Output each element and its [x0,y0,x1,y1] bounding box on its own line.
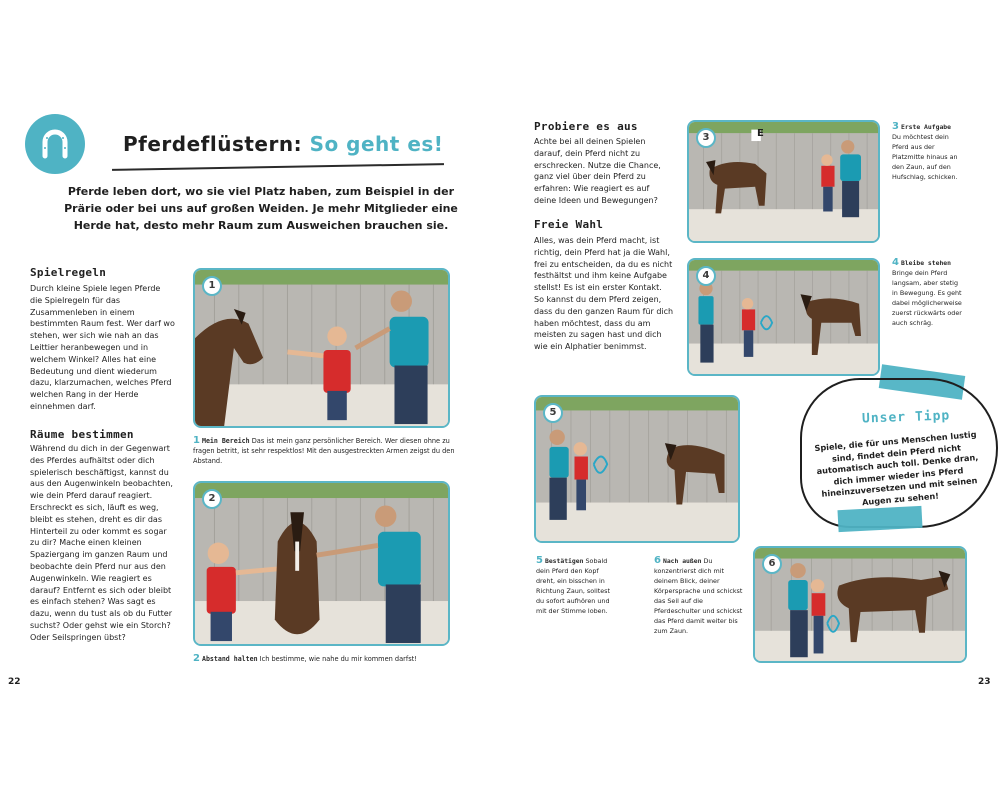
photo-5-number: 5 [543,403,563,423]
photo-6-number: 6 [762,554,782,574]
freie-wahl-text: Alles, was dein Pferd macht, ist richtig, dein Pferd hat ja die Wahl, frei zu entscheiden, da du es nicht festhältst und ihm keine Aufgabe stellst! Es ist ein erster Kontakt. So kannst du dem Pferd zeigen, dass du den ganzen Raum für dich haben möchtest, dass du am meisten zu sagen hast und dich wie ein Alphatier benimmst. [534,236,674,352]
spielregeln-heading: Spielregeln [30,266,107,279]
photo-4-number: 4 [696,266,716,286]
caption-1-heading: Mein Bereich [201,437,250,445]
caption-2-heading: Abstand halten [201,655,258,663]
photo-3-sign: E [757,128,764,139]
photo-3-scene [689,122,878,241]
intro-text: Pferde leben dort, wo sie viel Platz haben, zum Beispiel in der Prärie oder bei uns auf großen Weiden. Je mehr Mitglieder eine Herde hat, desto mehr Raum zum Ausweichen brauchen sie. [64,185,458,232]
photo-1-scene [195,270,448,426]
photo-6-scene [755,548,965,661]
caption-3-text: Du möchtest dein Pferd aus der Platzmitte hinaus an den Zaun, auf den Hufschlag, schicken. [892,133,958,181]
caption-5-number: 5 [536,555,543,566]
photo-6-caption [654,556,744,636]
tip-heading: Unser Tipp [861,408,951,427]
photo-2-scene [195,483,448,644]
probiere-text: Achte bei all deinen Spielen darauf, dein Pferd nicht zu erschrecken. Nutze die Chance, ganz viel über dein Pferd zu erfahren: Wie reagiert es auf deine Ideen und Bewegungen? [534,137,661,205]
photo-1-caption [193,436,457,466]
photo-2 [193,481,450,646]
title-accent: So geht es! [309,132,444,156]
caption-6-text: Du konzentrierst dich mit deinem Blick, deiner Körpersprache und schickst das Seil auf die Pferdeschulter und schickst das Pferd damit weiter bis zum Zaun. [654,557,743,635]
probiere-heading: Probiere es aus [534,120,638,133]
photo-1-number: 1 [202,276,222,296]
photo-6 [753,546,967,663]
page-title [123,132,443,156]
photo-3 [687,120,880,243]
tip-text: Spiele, die für uns Menschen lustig sind, findet dein Pferd nicht automatisch auch toll. Denke dran, dich immer wieder ins Pferd hineinzuversetzen und mit seinen Augen zu sehen! [814,429,979,507]
caption-3-number: 3 [892,121,899,132]
title-main: Pferdeflüstern: [123,132,303,156]
caption-2-text: Ich bestimme, wie nahe du mir kommen darfst! [259,655,417,663]
photo-4-caption [892,258,964,328]
spielregeln-text: Durch kleine Spiele legen Pferde die Spielregeln für das Zusammenleben in einem bestimmten Raum fest. Wer darf wo stehen, wer sich wie nah an das Leittier heranbewegen und in welchem Winkel? Alles hat eine Bedeutung und dient wiederum dazu, klarzumachen, welches Pferd welchen Rang in der Herde einnehmen darf. [30,284,175,411]
caption-4-text: Bringe dein Pferd langsam, aber stetig in Bewegung. Es geht dabei möglicherweise zuerst rückwärts oder auch schräg. [892,269,962,327]
photo-5-scene [536,397,738,541]
caption-4-number: 4 [892,257,899,268]
photo-1 [193,268,450,428]
caption-6-heading: Nach außen [662,557,702,565]
photo-5-caption [536,556,616,616]
caption-4-heading: Bleibe stehen [900,259,951,267]
photo-3-number: 3 [696,128,716,148]
photo-4-scene [689,260,878,374]
page-number-right: 23 [978,677,991,687]
horseshoe-icon [25,114,85,174]
photo-2-number: 2 [202,489,222,509]
photo-5 [534,395,740,543]
tape-bottom [837,506,922,532]
caption-1-number: 1 [193,435,200,446]
caption-1-text: Das ist mein ganz persönlicher Bereich. Wer diesen ohne zu fragen betritt, ist sehr respektlos! Mit den ausgestreckten Armen zeigst du den Abstand. [193,437,455,465]
page-number-left: 22 [8,677,21,687]
caption-5-text: Sobald dein Pferd den Kopf dreht, ein bisschen in Richtung Zaun, solltest du sofort aufhören und mit der Stimme loben. [536,557,610,615]
caption-3-heading: Erste Aufgabe [900,123,951,131]
caption-2-number: 2 [193,653,200,664]
photo-4 [687,258,880,376]
caption-5-heading: Bestätigen [544,557,584,565]
raeume-heading: Räume bestimmen [30,428,134,441]
raeume-text: Während du dich in der Gegenwart des Pferdes aufhältst oder dich spielerisch beschäftigst, kannst du aus den Augenwinkeln beobachten, wie dein Pferd darauf reagiert. Erschreckt es sich, läuft es weg, bleibt es stehen, dreht es dir das Hinterteil zu oder kommt es sogar zu dir? Mache einen kleinen Spaziergang im ganzen Raum und beobachte dein Pferd nur aus den Augenwinkeln. Wie reagiert es darauf? Entfernt es sich oder bleibt es einfach stehen? Was sagt es dazu, wenn du tust als ob du Futter suchst? Oder gehst wie ein Storch? Oder Seilspringen übst? [30,444,173,642]
photo-2-caption [193,654,473,664]
freie-wahl-heading: Freie Wahl [534,218,604,231]
caption-6-number: 6 [654,555,661,566]
photo-3-caption [892,122,962,182]
